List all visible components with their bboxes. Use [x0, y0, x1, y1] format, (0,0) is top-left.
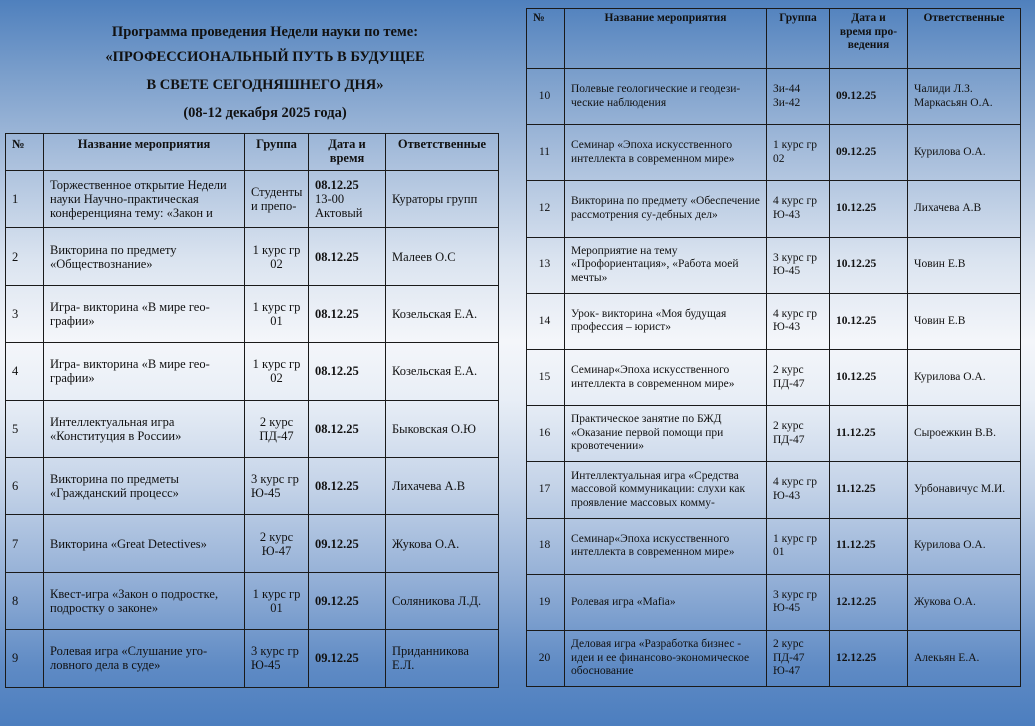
event-date-value: 11.12.25: [836, 426, 876, 439]
event-date-value: 08.12.25: [315, 479, 359, 494]
event-date-value: 11.12.25: [836, 483, 876, 496]
table-row: [6, 400, 499, 457]
table-row: [527, 69, 1021, 125]
event-responsible: Лихачева А.В: [908, 181, 1021, 237]
event-responsible: Козельская Е.А.: [386, 285, 499, 342]
event-group: 4 курс гр Ю-43: [767, 181, 830, 237]
event-group: 3 курс гр Ю-45: [767, 237, 830, 293]
event-date: [830, 574, 908, 630]
event-date-value: 12.12.25: [836, 595, 877, 608]
event-responsible: Сыроежкин В.В.: [908, 406, 1021, 462]
row-number: 18: [527, 518, 565, 574]
event-date: [309, 572, 386, 629]
event-group: 2 курс ПД-47 Ю-47: [767, 630, 830, 686]
event-date-value: 09.12.25: [836, 146, 877, 159]
row-number: 17: [527, 462, 565, 518]
event-group: 2 курс ПД-47: [767, 349, 830, 405]
event-group: 1 курс гр 02: [245, 343, 309, 400]
event-responsible: Алекьян Е.А.: [908, 630, 1021, 686]
event-date: [830, 406, 908, 462]
event-date: [309, 515, 386, 572]
event-name: Игра- викторина «В мире гео-графии»: [44, 343, 245, 400]
column-header-responsible: Ответственные: [386, 134, 499, 171]
event-date: [830, 293, 908, 349]
row-number: 6: [6, 457, 44, 514]
event-name: Интеллектуальная игра «Конституция в России»: [44, 400, 245, 457]
table-row: [6, 343, 499, 400]
event-responsible: Быковская О.Ю: [386, 400, 499, 457]
event-date: [309, 228, 386, 285]
event-date: [830, 518, 908, 574]
event-name: Практическое занятие по БЖД «Оказание первой помощи при кровотечении»: [565, 406, 767, 462]
event-group: 2 курс ПД-47: [245, 400, 309, 457]
table-row: [527, 237, 1021, 293]
event-date-value: 08.12.25: [315, 306, 359, 321]
event-responsible: Курилова О.А.: [908, 349, 1021, 405]
event-name: Семинар«Эпоха искусственного интеллекта в современном мире»: [565, 518, 767, 574]
event-date: [830, 237, 908, 293]
event-responsible: Малеев О.С: [386, 228, 499, 285]
event-name: Мероприятие на тему «Профориентация», «Работа моей мечты»: [565, 237, 767, 293]
row-number: 12: [527, 181, 565, 237]
event-name: Игра- викторина «В мире гео-графии»: [44, 285, 245, 342]
title-line-1: Программа проведения Недели науки по теме:: [111, 24, 419, 40]
event-name: Торжественное открытие Недели науки Научно-практическая конференцияна тему: «Закон и: [44, 171, 245, 228]
event-date: [830, 349, 908, 405]
event-group: 1 курс гр 01: [245, 572, 309, 629]
event-time-place: 13-00 Актовый: [315, 192, 363, 221]
row-number: 13: [527, 237, 565, 293]
event-responsible: Човин Е.В: [908, 293, 1021, 349]
title-line-2: «ПРОФЕССИОНАЛЬНЫЙ ПУТЬ В БУДУЩЕЕ: [105, 49, 425, 65]
table-row: [6, 171, 499, 228]
event-date-value: 10.12.25: [836, 202, 877, 215]
column-header-number: №: [6, 134, 44, 171]
table-row: [527, 181, 1021, 237]
table-row: [6, 457, 499, 514]
event-date-value: 09.12.25: [836, 89, 877, 102]
event-group: Зи-44 Зи-42: [767, 69, 830, 125]
event-group: 1 курс гр 01: [767, 518, 830, 574]
event-responsible: Урбонавичус М.И.: [908, 462, 1021, 518]
event-date: [830, 462, 908, 518]
event-date-value: 09.12.25: [315, 651, 359, 666]
row-number: 2: [6, 228, 44, 285]
table-row: [527, 406, 1021, 462]
event-group: 1 курс гр 02: [767, 125, 830, 181]
table-row: [6, 228, 499, 285]
event-group: 4 курс гр Ю-43: [767, 462, 830, 518]
event-group: 3 курс гр Ю-45: [245, 457, 309, 514]
row-number: 3: [6, 285, 44, 342]
schedule-table-right: [526, 8, 1021, 687]
event-responsible: Курилова О.А.: [908, 518, 1021, 574]
event-name: Квест-игра «Закон о подростке, подростку о законе»: [44, 572, 245, 629]
row-number: 7: [6, 515, 44, 572]
table-row: [527, 574, 1021, 630]
event-group: Студенты и препо-: [245, 171, 309, 228]
event-responsible: Козельская Е.А.: [386, 343, 499, 400]
event-group: 3 курс гр Ю-45: [245, 630, 309, 687]
event-date-value: 08.12.25: [315, 364, 359, 379]
event-responsible: Кураторы групп: [386, 171, 499, 228]
row-number: 20: [527, 630, 565, 686]
row-number: 16: [527, 406, 565, 462]
table-row: [527, 125, 1021, 181]
event-responsible: Жукова О.А.: [386, 515, 499, 572]
column-header-date: Дата и время про-ведения: [830, 9, 908, 69]
event-responsible: Чалиди Л.З. Маркасьян О.А.: [908, 69, 1021, 125]
event-date-value: 12.12.25: [836, 651, 877, 664]
row-number: 9: [6, 630, 44, 687]
row-number: 15: [527, 349, 565, 405]
event-date: [830, 69, 908, 125]
table-row: [527, 462, 1021, 518]
table-row: [527, 349, 1021, 405]
event-date-value: 08.12.25: [315, 178, 359, 193]
event-name: Ролевая игра «Слушание уго-ловного дела в суде»: [44, 630, 245, 687]
event-date-value: 09.12.25: [315, 536, 359, 551]
event-group: 2 курс ПД-47: [767, 406, 830, 462]
table-row: [6, 515, 499, 572]
row-number: 11: [527, 125, 565, 181]
column-header-date: Дата и время: [309, 134, 386, 171]
event-name: Викторина по предмету «Обеспечение рассмотрения су-дебных дел»: [565, 181, 767, 237]
event-name: Деловая игра «Разработка бизнес - идеи и ее финансово-экономическое обоснование: [565, 630, 767, 686]
table-row: [527, 630, 1021, 686]
event-group: 4 курс гр Ю-43: [767, 293, 830, 349]
event-date-value: 08.12.25: [315, 421, 359, 436]
event-group: 3 курс гр Ю-45: [767, 574, 830, 630]
event-date-value: 10.12.25: [836, 370, 877, 383]
row-number: 8: [6, 572, 44, 629]
event-group: 1 курс гр 02: [245, 228, 309, 285]
event-date: [309, 343, 386, 400]
event-responsible: Жукова О.А.: [908, 574, 1021, 630]
event-name: Полевые геологические и геодези-ческие наблюдения: [565, 69, 767, 125]
table-row: [6, 285, 499, 342]
event-responsible: Лихачева А.В: [386, 457, 499, 514]
table-header-row: [527, 9, 1021, 69]
event-date: [309, 400, 386, 457]
column-header-responsible: Ответственные: [908, 9, 1021, 69]
table-row: [6, 572, 499, 629]
event-date-value: 10.12.25: [836, 258, 877, 271]
event-name: Урок- викторина «Моя будущая профессия – юрист»: [565, 293, 767, 349]
column-header-group: Группа: [767, 9, 830, 69]
document-title: [0, 22, 530, 123]
event-date-value: 11.12.25: [836, 539, 876, 552]
event-date: [830, 181, 908, 237]
event-date: [309, 171, 386, 228]
row-number: 14: [527, 293, 565, 349]
event-name: Викторина по предметы «Гражданский процесс»: [44, 457, 245, 514]
row-number: 4: [6, 343, 44, 400]
table-row: [527, 518, 1021, 574]
event-name: Семинар«Эпоха искусственного интеллекта в современном мире»: [565, 349, 767, 405]
row-number: 5: [6, 400, 44, 457]
schedule-table-left: [5, 133, 499, 688]
event-date: [309, 630, 386, 687]
row-number: 19: [527, 574, 565, 630]
event-responsible: Курилова О.А.: [908, 125, 1021, 181]
event-name: Семинар «Эпоха искусственного интеллекта в современном мире»: [565, 125, 767, 181]
table-row: [527, 293, 1021, 349]
event-date: [830, 630, 908, 686]
event-date-value: 08.12.25: [315, 249, 359, 264]
event-name: Ролевая игра «Mafia»: [565, 574, 767, 630]
column-header-number: №: [527, 9, 565, 69]
event-date-value: 10.12.25: [836, 314, 877, 327]
event-responsible: Соляникова Л.Д.: [386, 572, 499, 629]
event-group: 2 курс Ю-47: [245, 515, 309, 572]
row-number: 10: [527, 69, 565, 125]
column-header-event-name: Название мероприятия: [565, 9, 767, 69]
event-name: Интеллектуальная игра «Средства массовой коммуникации: слухи как проявление массовых комму-: [565, 462, 767, 518]
event-date-value: 09.12.25: [315, 593, 359, 608]
event-group: 1 курс гр 01: [245, 285, 309, 342]
event-date: [309, 457, 386, 514]
event-name: Викторина по предмету «Обществознание»: [44, 228, 245, 285]
table-header-row: [6, 134, 499, 171]
event-date: [830, 125, 908, 181]
event-responsible: Човин Е.В: [908, 237, 1021, 293]
event-name: Викторина «Great Detectives»: [44, 515, 245, 572]
event-responsible: Приданникова Е.Л.: [386, 630, 499, 687]
column-header-group: Группа: [245, 134, 309, 171]
title-dates: (08-12 декабря 2025 года): [183, 105, 347, 121]
row-number: 1: [6, 171, 44, 228]
column-header-event-name: Название мероприятия: [44, 134, 245, 171]
event-date: [309, 285, 386, 342]
title-line-3: В СВЕТЕ СЕГОДНЯШНЕГО ДНЯ»: [146, 77, 384, 93]
table-row: [6, 630, 499, 687]
